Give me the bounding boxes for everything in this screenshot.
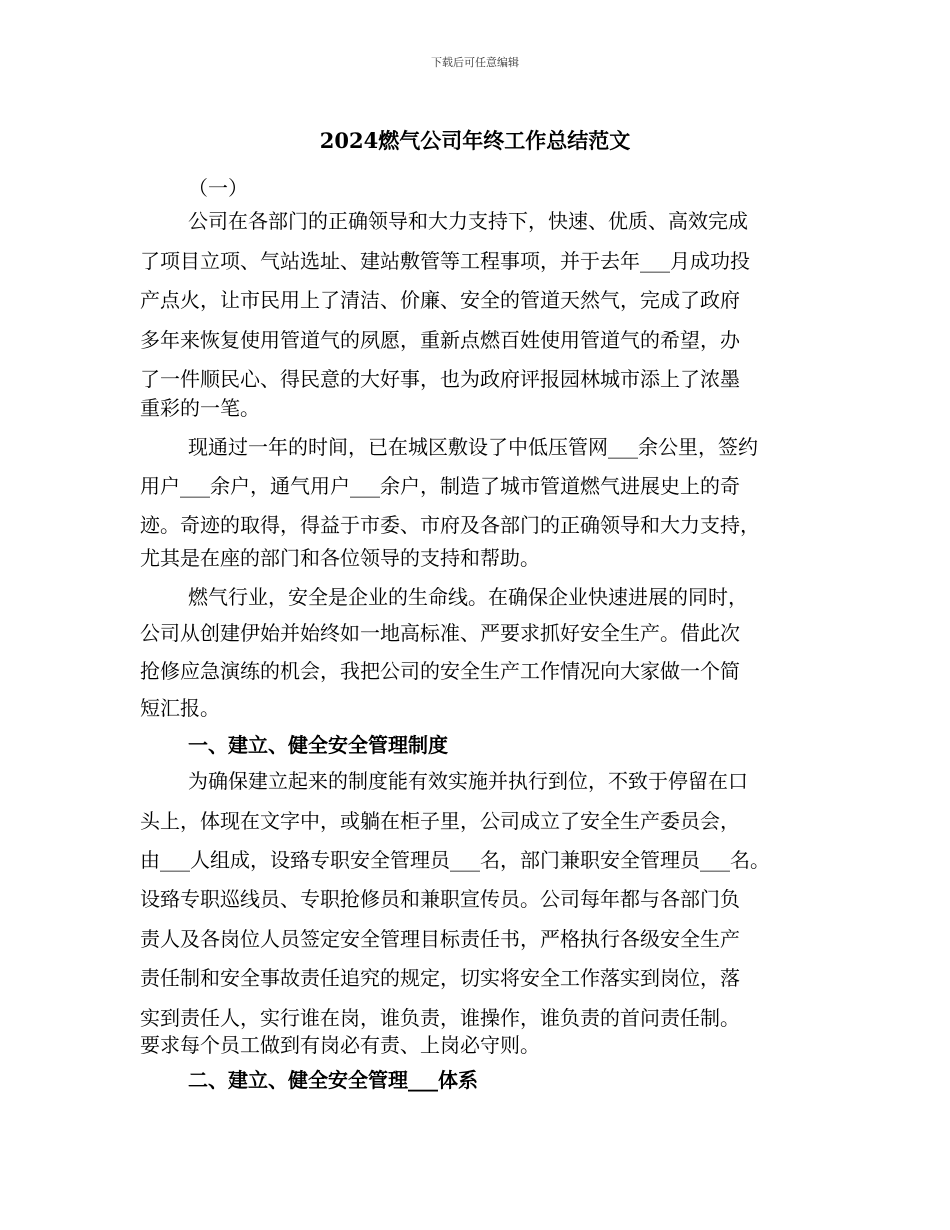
section-marker: （一） (188, 176, 248, 200)
paragraph-4-line-1: 为确保建立起来的制度能有效实施并执行到位，不致于停留在口 (188, 769, 748, 793)
text-segment: 用户 (140, 474, 180, 498)
paragraph-2-line-4: 尤其是在座的部门和各位领导的支持和帮助。 (140, 546, 540, 570)
section-heading-1: 一、建立、健全安全管理制度 (188, 733, 448, 757)
header-note: 下载后可任意编辑 (431, 56, 519, 69)
paragraph-3-line-1: 燃气行业，安全是企业的生命线。在确保企业快速进展的同时， (188, 585, 748, 609)
text-segment: 月成功投 (670, 249, 750, 273)
paragraph-1-line-2 (140, 251, 750, 271)
paragraph-1-line-1: 公司在各部门的正确领导和大力支持下，快速、优质、高效完成 (188, 209, 748, 233)
text-segment: 名。 (730, 848, 770, 872)
heading-segment: 体系 (438, 1068, 478, 1092)
paragraph-2-line-3: 迹。奇迹的取得，得益于市委、市府及各部门的正确领导和大力支持， (140, 513, 760, 537)
fill-blank (700, 850, 730, 870)
paragraph-1-line-6: 重彩的一笔。 (140, 396, 260, 420)
fill-blank (408, 1070, 438, 1090)
paragraph-4-line-8: 要求每个员工做到有岗必有责、上岗必守则。 (140, 1033, 540, 1057)
paragraph-2-line-1 (188, 437, 758, 457)
fill-blank (608, 437, 638, 457)
paragraph-1-line-3: 产点火，让市民用上了清洁、价廉、安全的管道天然气，完成了政府 (140, 288, 740, 312)
paragraph-1-line-5: 了一件顺民心、得民意的大好事，也为政府评报园林城市添上了浓墨 (140, 367, 740, 391)
fill-blank (180, 476, 210, 496)
text-segment: 余户，通气用户 (210, 474, 350, 498)
paragraph-4-line-2: 头上，体现在文字中，或躺在柜子里，公司成立了安全生产委员会， (140, 809, 740, 833)
text-segment: 由 (140, 848, 160, 872)
paragraph-3-line-2: 公司从创建伊始并始终如一地高标准、严要求抓好安全生产。借此次 (140, 621, 740, 645)
paragraph-3-line-3: 抢修应急演练的机会，我把公司的安全生产工作情况向大家做一个简 (140, 659, 740, 683)
fill-blank (450, 850, 480, 870)
heading-segment: 二、建立、健全安全管理 (188, 1068, 408, 1092)
paragraph-4-line-4: 设臵专职巡线员、专职抢修员和兼职宣传员。公司每年都与各部门负 (140, 887, 740, 911)
text-segment: 现通过一年的时间，已在城区敷设了中低压管网 (188, 435, 608, 459)
paragraph-4-line-7: 实到责任人，实行谁在岗，谁负责，谁操作，谁负责的首问责任制。 (140, 1006, 740, 1030)
paragraph-2-line-2 (140, 476, 740, 496)
text-segment: 名，部门兼职安全管理员 (480, 848, 700, 872)
text-segment: 了项目立项、气站选址、建站敷管等工程事项，并于去年 (140, 249, 640, 273)
paragraph-4-line-3 (140, 850, 770, 870)
document-title: 2024燃气公司年终工作总结范文 (319, 128, 631, 153)
paragraph-4-line-5: 责人及各岗位人员签定安全管理目标责任书，严格执行各级安全生产 (140, 927, 740, 951)
fill-blank (350, 476, 380, 496)
paragraph-4-line-6: 责任制和安全事故责任追究的规定，切实将安全工作落实到岗位，落 (140, 966, 740, 990)
section-heading-2 (188, 1070, 478, 1090)
text-segment: 余户，制造了城市管道燃气进展史上的奇 (380, 474, 740, 498)
paragraph-3-line-4: 短汇报。 (140, 696, 220, 720)
text-segment: 人组成，设臵专职安全管理员 (190, 848, 450, 872)
fill-blank (640, 251, 670, 271)
fill-blank (160, 850, 190, 870)
text-segment: 余公里，签约 (638, 435, 758, 459)
paragraph-1-line-4: 多年来恢复使用管道气的夙愿，重新点燃百姓使用管道气的希望，办 (140, 328, 740, 352)
